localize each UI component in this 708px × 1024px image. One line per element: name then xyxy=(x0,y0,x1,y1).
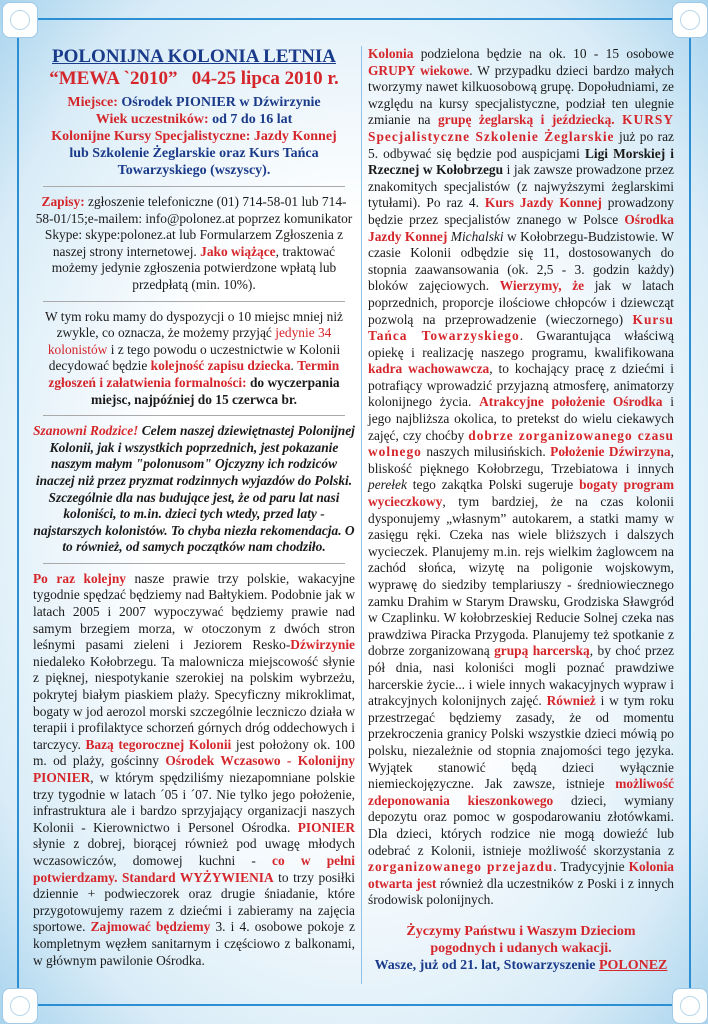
left-body-paragraph xyxy=(33,571,355,969)
separator xyxy=(43,301,345,302)
closing-line-2: pogodnych i udanych wakacji. xyxy=(430,940,612,956)
frame-right-line xyxy=(689,36,691,988)
body-highlight: Ośrodek Wczasowo - Kolonijny PIONIER xyxy=(33,753,356,785)
places-count-2: kolonistów xyxy=(47,341,108,357)
body-text: słynie z dobrej, biorącej również pod uwagę młodych wczasowiczów, domowej kuchni - xyxy=(33,836,355,868)
frame-bottom-line xyxy=(36,1004,672,1006)
body-highlight: dobrze zorganizowanego czasu wolnego xyxy=(368,427,674,460)
right-body-paragraph xyxy=(368,46,674,909)
body-text: również dla uczestników z Poski i z innych środowisk polonijnych. xyxy=(368,875,674,908)
body-highlight: Po raz kolejny xyxy=(33,570,126,586)
body-highlight: Dźwirzynie xyxy=(290,637,355,653)
places-text-3: . xyxy=(290,358,294,374)
courses-line-3: Towarzyskiego (wszyscy). xyxy=(117,163,271,178)
closing-signature: Wasze, już od 21. lat, Stowarzyszenie xyxy=(374,957,599,973)
parents-text: Celem naszej dziewiętnastej Polonijnej Kolonii, jak i wszystkich poprzednich, jest pokazanie naszym małym "polonusom" Ojczyzny ich rodziców inaczej niż przez pryzmat rodzinnych wyjazdów do Polski. Szczególnie dla nas budujące jest, że od paru lat nasi koloniści, to m.in. dzieci tych wtedy, przed laty - najstarszych kolonistów. To chyba niezła rekomendacja. O to również, od samych początków nam chodziło. xyxy=(33,423,355,555)
body-text: , bliskość pięknego Kołobrzegu, Trzebiatowa i innych xyxy=(368,444,674,476)
body-highlight: Kolonia otwarta jest xyxy=(368,859,674,891)
body-highlight: Również xyxy=(546,693,596,709)
body-text: niedaleko Kołobrzegu. Ta malownicza miejscowość słynie z pięknej, niespotykanie szerokiej na polskim wybrzeżu, pokrytej białym piaskiem plaży. Specyficzny mikroklimat, bogaty w jod aerozol morski szczególnie leczniczo działa w terapii i profilaktyce schorzeń górnych dróg oddechowych i tarczycy. xyxy=(33,653,355,752)
body-highlight: Położenie Dźwirzyna xyxy=(550,444,671,460)
body-highlight: bogaty program wycieczkowy xyxy=(368,477,674,510)
body-highlight: co w pełni potwierdzamy. Standard WYŻYWIENIA xyxy=(33,852,355,885)
body-highlight: Kolonia xyxy=(368,46,414,61)
body-text: i jak zawsze prowadzone przez znakomitych specjalistów (z najwyższymi żeglarskimi tytułami). Po raz 4. xyxy=(368,162,674,211)
age-value: od 7 do 16 lat xyxy=(212,112,293,127)
closing-line-1: Życzymy Państwu i Waszym Dzieciom xyxy=(406,923,636,939)
body-highlight: Zajmować będziemy xyxy=(90,919,211,935)
frame-left-line xyxy=(17,36,19,988)
title-mewa: “MEWA `2010” xyxy=(49,68,178,89)
courses-line-1: Kolonijne Kursy Specjalistyczne: Jazdy Konnej xyxy=(51,129,337,144)
corner-ornament-bottom-right xyxy=(672,988,708,1024)
corner-ornament-top-right xyxy=(672,2,708,38)
signup-paragraph xyxy=(33,194,355,294)
body-text: prowadzony będzie przez specjalistów znanego w Polsce xyxy=(368,195,674,227)
body-text: , by choć przez pół dnia, nasi koloniści mogli poznać prawdziwe harcerskie życie... i wiele innych wakacyjnych wypraw i atrakcyjnych kolonijnych zajęć. xyxy=(368,643,674,709)
courses-line-2: lub Szkolenie Żeglarskie oraz Kurs Tańca xyxy=(69,146,319,161)
body-text: dzieci, wymiany depozytu oraz pomoc w gospodarowaniu złotówkami. Dla dzieci, których rodzice nie mogą dowieźć lub odebrać z Kolonii, istnieje możliwość skorzystania z xyxy=(368,792,674,858)
column-divider xyxy=(361,46,362,984)
body-highlight: GRUPY wiekowe xyxy=(368,62,470,78)
signup-binding-label: Jako wiążące xyxy=(200,243,276,259)
places-count-1: jedynie 34 xyxy=(275,325,332,341)
body-text: podzielona będzie na ok. 10 - 15 osobowe xyxy=(413,46,674,61)
separator xyxy=(43,186,345,187)
body-highlight: grupę żeglarską i jeździecką. xyxy=(437,112,615,128)
places-text-2: i z tego powodu o uczestnictwie w Kolonii decydować będzie xyxy=(48,341,341,374)
body-text: jak w latach poprzednich, proporcje ilościowe chłopców i dziewcząt pozwolą na przeprowadzenie (wieczornego) xyxy=(368,278,674,327)
body-highlight: Kursu Tańca Towarzyskiego xyxy=(368,311,674,344)
closing-org-name: POLONEZ xyxy=(598,957,668,973)
signup-binding-text: , traktować możemy jedynie zgłoszenia potwierdzone wpłatą lub przedpłatą (min. 10%). xyxy=(51,243,337,292)
body-text: w Kołobrzegu-Budzistowie. W czasie Kolonii odbędzie się 11, dostosowanych do stopnia zaawansowania (ok. 2,5 - 3. godzin każdy) bloków zajęciowych. xyxy=(368,228,674,294)
body-text: . Gwarantująca właściwą opiekę i realizację naszego programu, kwalifikowana xyxy=(368,328,674,360)
closing-line-3 xyxy=(368,957,674,974)
body-highlight: KURSY Specjalistyczne Szkolenie Żeglarskie xyxy=(368,112,675,144)
body-text: naszych milusińskich. xyxy=(421,444,551,460)
frame-top-line xyxy=(36,18,672,20)
body-text: 3. i 4. osobowe pokoje z kompletnym węzłem sanitarnym i częściowo z balkonami, w głównym pawilonie Ośrodka. xyxy=(33,919,355,968)
title-dates: 04-25 lipca 2010 r. xyxy=(191,68,339,89)
body-text: jest położony ok. 100 m. od plaży, gościnny xyxy=(33,736,355,769)
body-highlight: kadra wachowawcza xyxy=(368,361,490,377)
separator xyxy=(43,563,345,564)
age-line xyxy=(33,111,355,128)
body-highlight: PIONIER xyxy=(297,819,355,835)
body-italic: Michalski xyxy=(450,228,504,244)
body-text: . W przypadku dzieci bardzo małych tworzymy nawet kilkuosobową grupę. Dopołudniami, ze względu na kursy specjalistyczne, podział ten ulegnie zmianie na xyxy=(368,62,675,128)
body-text: nasze prawie trzy polskie, wakacyjne tygodnie spędzać będziemy nad Bałtykiem. Podobnie jak w latach 2005 i 2007 wypoczywać będziemy prawie nad samym brzegiem morza, w otoczonym z dwóch stron leśnymi pasami zieleni i Jeziorem Resko- xyxy=(33,570,355,653)
body-highlight: Wierzymy, że xyxy=(499,278,585,294)
place-line xyxy=(33,94,355,111)
body-highlight: Ligi Morskiej i Rzecznej w Kołobrzegu xyxy=(368,145,674,178)
title-text: POLONIJNA KOLONIA LETNIA xyxy=(52,46,336,67)
place-value: Ośrodek PIONIER w Dźwirzynie xyxy=(121,95,321,110)
right-column xyxy=(368,46,674,974)
body-highlight: grupą harcerską xyxy=(494,643,590,659)
parents-greeting: Szanowni Rodzice! xyxy=(33,423,139,439)
body-text: tego zakątka Polski sugeruje xyxy=(406,477,580,493)
title-line-1 xyxy=(33,46,355,68)
body-highlight: Ośrodka Jazdy Konnej xyxy=(368,211,674,244)
separator xyxy=(43,415,345,416)
body-highlight: Kurs Jazdy Konnej xyxy=(484,195,602,211)
signup-label: Zapisy: xyxy=(41,194,85,209)
age-label: Wiek uczestników: xyxy=(95,112,209,127)
body-highlight: Atrakcyjne położenie Ośrodka xyxy=(479,394,663,410)
body-text: to trzy posiłki dziennie + podwieczorek oraz drugie śniadanie, które przygotowujemy razem z dziećmi i zabieramy na zajęcia sportowe. xyxy=(33,869,355,935)
places-order: kolejność zapisu dziecka xyxy=(150,358,291,374)
body-text: i w tym roku przestrzegać będziemy zasady, że od momentu przekroczenia granicy Polski wszystkie dzieci mówią po polsku, niezależnie od stopnia znajomości tego języka. Wyjątek stanowić będą dzieci wyłącznie niemieckojęzyczne. Jak zawsze, istnieje xyxy=(368,693,674,792)
closing-block xyxy=(368,923,674,974)
body-text: , to kochający pracę z dziećmi i potrafiący wprowadzić przyjazną atmosferę, animatorzy kolonijnego życia. xyxy=(368,361,674,410)
place-label: Miejsce: xyxy=(67,95,118,110)
left-column xyxy=(33,46,355,969)
corner-ornament-bottom-left xyxy=(2,988,38,1024)
title-line-2 xyxy=(33,68,355,90)
deadline-label: Termin zgłoszeń i załatwienia formalności: xyxy=(48,358,340,390)
body-text: i jego najbliższa okolica, to pretekst do wielu ciekawych zajęć, czy choćby xyxy=(368,394,674,443)
body-text: już po raz 5. odbywać się będzie pod auspicjami xyxy=(368,128,675,161)
body-highlight: Bazą tegorocznej Kolonii xyxy=(85,736,232,752)
body-text: . Tradycyjnie xyxy=(553,859,629,875)
body-text: , w którym spędziliśmy niezapomniane polskie trzy tygodnie w latach ´05 i ´07. Nie tylko jego położenie, infrastruktura ale i bardzo sprzyjający organizacji naszych Kolonii - Kierownictwo i Personel Ośrodka. xyxy=(33,770,355,835)
body-highlight: zorganizowanego przejazdu xyxy=(368,859,554,875)
signup-text: zgłoszenie telefoniczne (01) 714-58-01 lub 714-58-01/15;e-mailem: info@polonez.at poprzez komunikator Skype: skype:polonez.at lub Formularzem Zgłoszenia z naszej strony internetowej. xyxy=(35,194,353,259)
body-italic: perełek xyxy=(368,477,407,493)
places-text-1: W tym roku mamy do dyspozycji o 10 miejsc mniej niż zwykle, co oznacza, że możemy przyjąć xyxy=(44,308,344,341)
places-paragraph xyxy=(33,309,355,409)
parents-paragraph xyxy=(33,423,355,556)
body-text: , tym bardziej, że na czas kolonii dysponujemy „własnym” autokarem, a statki mamy w zasięgu ręki. Czeka nas wiele bliższych i dalszych wycieczek. Planujemy m.in. rejs wielkim żaglowcem na zachód słońca, wizytę na poligonie wojskowym, wyprawę do siedziby templariuszy - średniowiecznego zamku Drahim w Starym Drawsku, Grodziska Sławgród w Czaplinku. W kołobrzeskiej Reducie Solnej czeka nas prawdziwa Piracka Przygoda. Planujemy też spotkanie z dobrze zorganizowaną xyxy=(368,494,674,659)
corner-ornament-top-left xyxy=(2,2,38,38)
deadline-value: do wyczerpania miejsc, najpóźniej do 15 czerwca br. xyxy=(91,374,340,407)
body-highlight: możliwość zdeponowania kieszonkowego xyxy=(368,776,674,808)
